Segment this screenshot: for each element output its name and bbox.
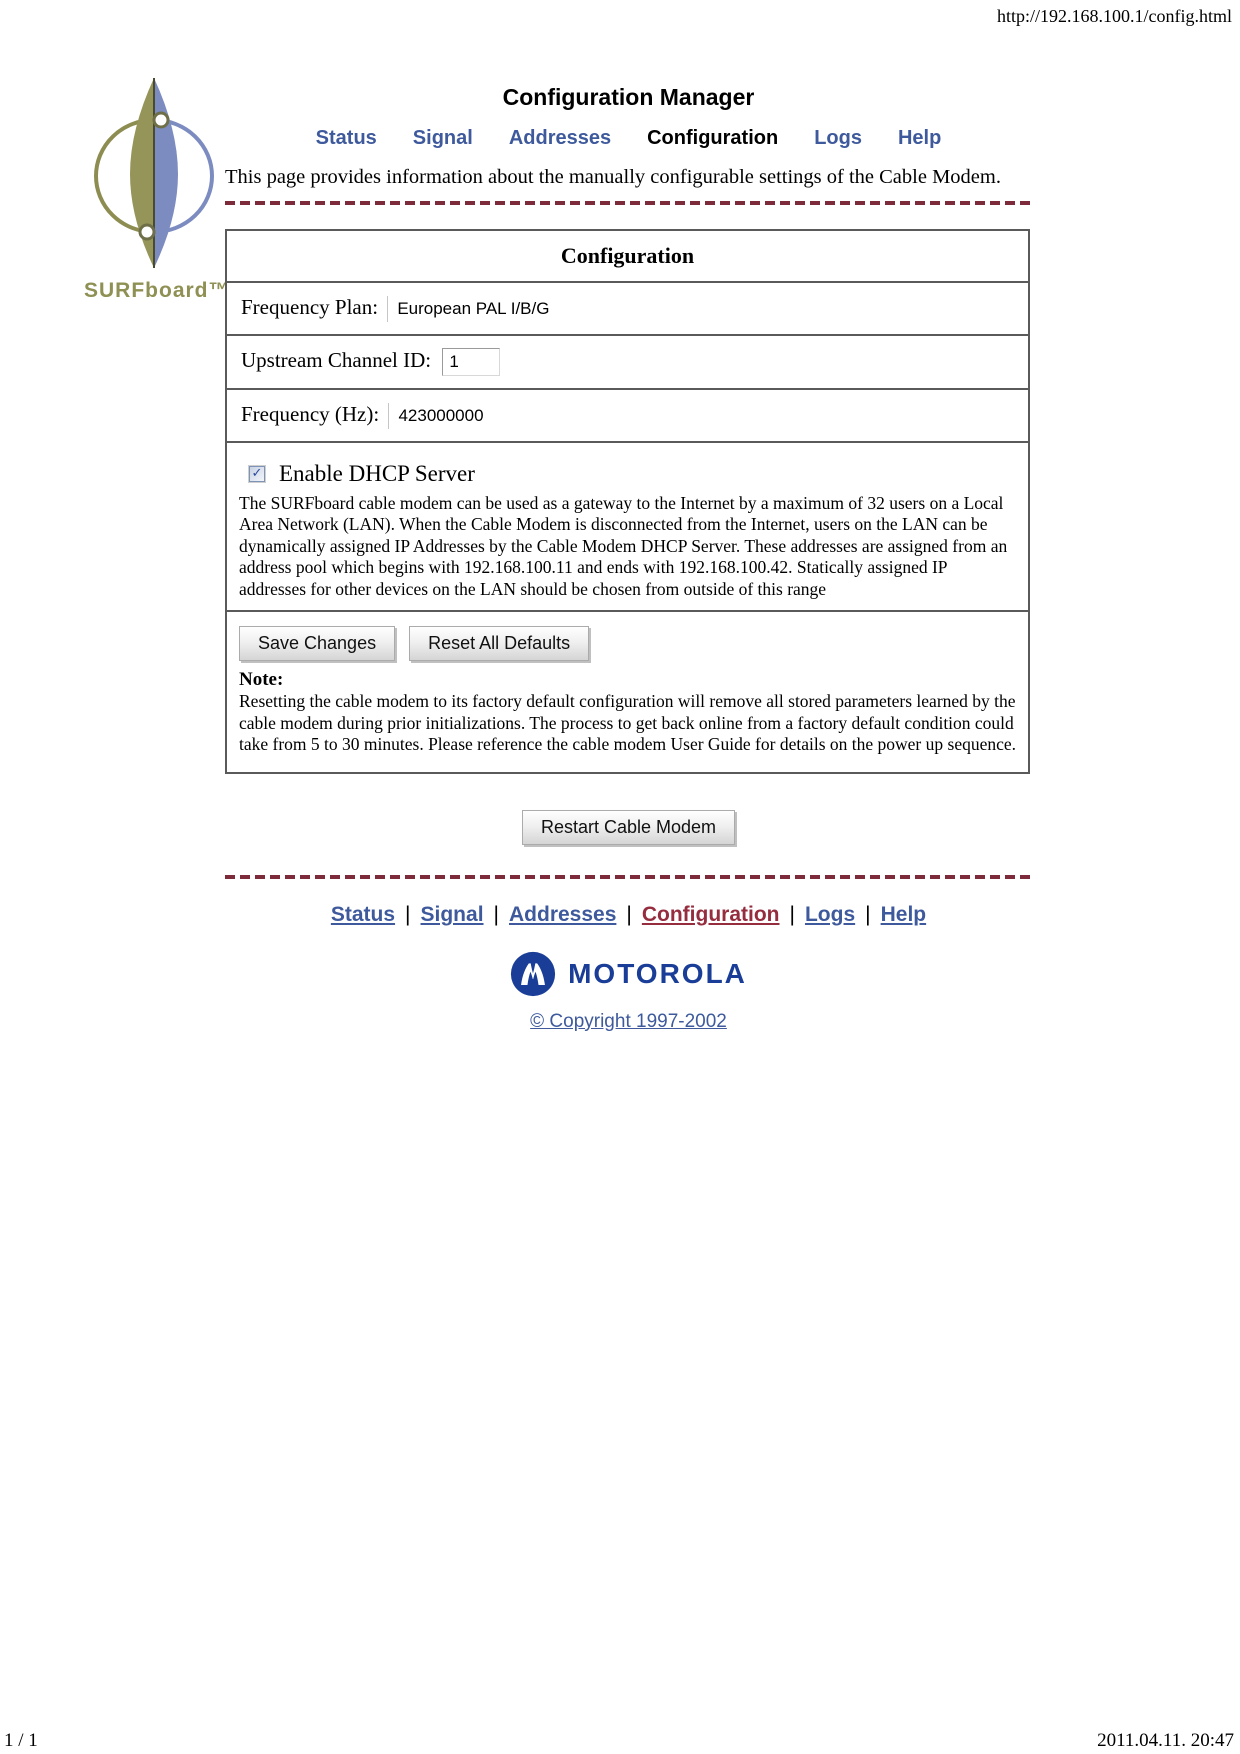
restart-row bbox=[225, 810, 1032, 845]
nav-logs[interactable]: Logs bbox=[814, 127, 862, 149]
frequency-hz-label: Frequency (Hz): bbox=[241, 401, 380, 426]
print-footer bbox=[4, 1730, 1234, 1752]
page-title: Configuration Manager bbox=[502, 84, 755, 110]
footer-nav bbox=[225, 903, 1032, 927]
enable-dhcp-checkbox[interactable] bbox=[249, 466, 265, 482]
table-header-row bbox=[226, 230, 1029, 282]
copyright-row bbox=[225, 1011, 1032, 1033]
intro-text: This page provides information about the manually configurable settings of the Cable Modem. bbox=[225, 166, 1001, 188]
table-row bbox=[226, 389, 1029, 442]
motorola-logo bbox=[225, 951, 1032, 997]
footer-nav-status[interactable]: Status bbox=[330, 902, 396, 926]
footer-nav-separator: | bbox=[789, 902, 795, 926]
motorola-wordmark: MOTOROLA bbox=[568, 957, 747, 989]
footer-nav-separator: | bbox=[865, 902, 871, 926]
nav-status[interactable]: Status bbox=[315, 127, 377, 149]
surfboard-logo-text: SURFboard™ bbox=[84, 279, 231, 302]
frequency-plan-label: Frequency Plan: bbox=[241, 294, 379, 319]
nav-configuration[interactable]: Configuration bbox=[647, 127, 779, 149]
frequency-hz-input[interactable]: 423000000 bbox=[388, 403, 489, 429]
footer-nav-separator: | bbox=[493, 902, 499, 926]
footer-nav-help[interactable]: Help bbox=[880, 902, 927, 926]
table-row bbox=[226, 282, 1029, 335]
main-content bbox=[225, 0, 1032, 1033]
frequency-plan-select[interactable]: European PAL I/B/G bbox=[387, 296, 555, 322]
upstream-channel-id-label: Upstream Channel ID: bbox=[241, 347, 432, 372]
save-changes-button[interactable]: Save Changes bbox=[239, 626, 395, 661]
enable-dhcp-label: Enable DHCP Server bbox=[279, 460, 475, 486]
copyright-link[interactable]: © Copyright 1997-2002 bbox=[530, 1010, 727, 1032]
table-row bbox=[226, 442, 1029, 612]
page-number: 1 / 1 bbox=[4, 1730, 38, 1751]
footer-nav-logs[interactable]: Logs bbox=[804, 902, 856, 926]
surfboard-icon bbox=[88, 70, 220, 270]
footer-nav-signal[interactable]: Signal bbox=[420, 902, 484, 926]
note-label: Note: bbox=[239, 669, 284, 691]
reset-all-defaults-button[interactable]: Reset All Defaults bbox=[409, 626, 589, 661]
print-url-header: http://192.168.100.1/config.html bbox=[997, 6, 1232, 26]
top-nav bbox=[225, 127, 1032, 150]
footer-nav-separator: | bbox=[405, 902, 411, 926]
table-title: Configuration bbox=[226, 230, 1029, 282]
surfboard-logo bbox=[84, 70, 231, 303]
dashed-divider-top bbox=[225, 201, 1032, 205]
motorola-m-icon bbox=[510, 951, 556, 997]
table-row bbox=[226, 335, 1029, 389]
table-row bbox=[226, 611, 1029, 773]
footer-nav-configuration[interactable]: Configuration bbox=[641, 902, 780, 926]
dhcp-description: The SURFboard cable modem can be used as a gateway to the Internet by a maximum of 32 users on a Local Area Network (LAN). When the Cable Modem is disconnected from the Internet, users on the LAN can be dynamically assigned IP Addresses by the Cable Modem DHCP Server. These addresses are assigned from an address pool which begins with 192.168.100.11 and ends with 192.168.100.42. Statically assigned IP addresses for other devices on the LAN should be chosen from outside of this range bbox=[239, 492, 1008, 599]
nav-help[interactable]: Help bbox=[897, 127, 942, 149]
print-timestamp: 2011.04.11. 20:47 bbox=[1097, 1730, 1234, 1751]
note-text: Resetting the cable modem to its factory default configuration will remove all stored parameters learned by the cable modem during prior initializations. The process to get back online from a factory default condition could take from 5 to 30 minutes. Please reference the cable modem User Guide for details on the power up sequence. bbox=[239, 691, 1017, 755]
nav-signal[interactable]: Signal bbox=[412, 127, 473, 149]
checkmark-icon: ✓ bbox=[251, 466, 263, 482]
restart-cable-modem-button[interactable]: Restart Cable Modem bbox=[522, 810, 735, 845]
footer-nav-separator: | bbox=[626, 902, 632, 926]
configuration-table bbox=[225, 229, 1030, 774]
footer-nav-addresses[interactable]: Addresses bbox=[509, 902, 617, 926]
nav-addresses[interactable]: Addresses bbox=[508, 127, 612, 149]
upstream-channel-id-input[interactable]: 1 bbox=[442, 348, 500, 376]
dashed-divider-bottom bbox=[225, 875, 1032, 879]
